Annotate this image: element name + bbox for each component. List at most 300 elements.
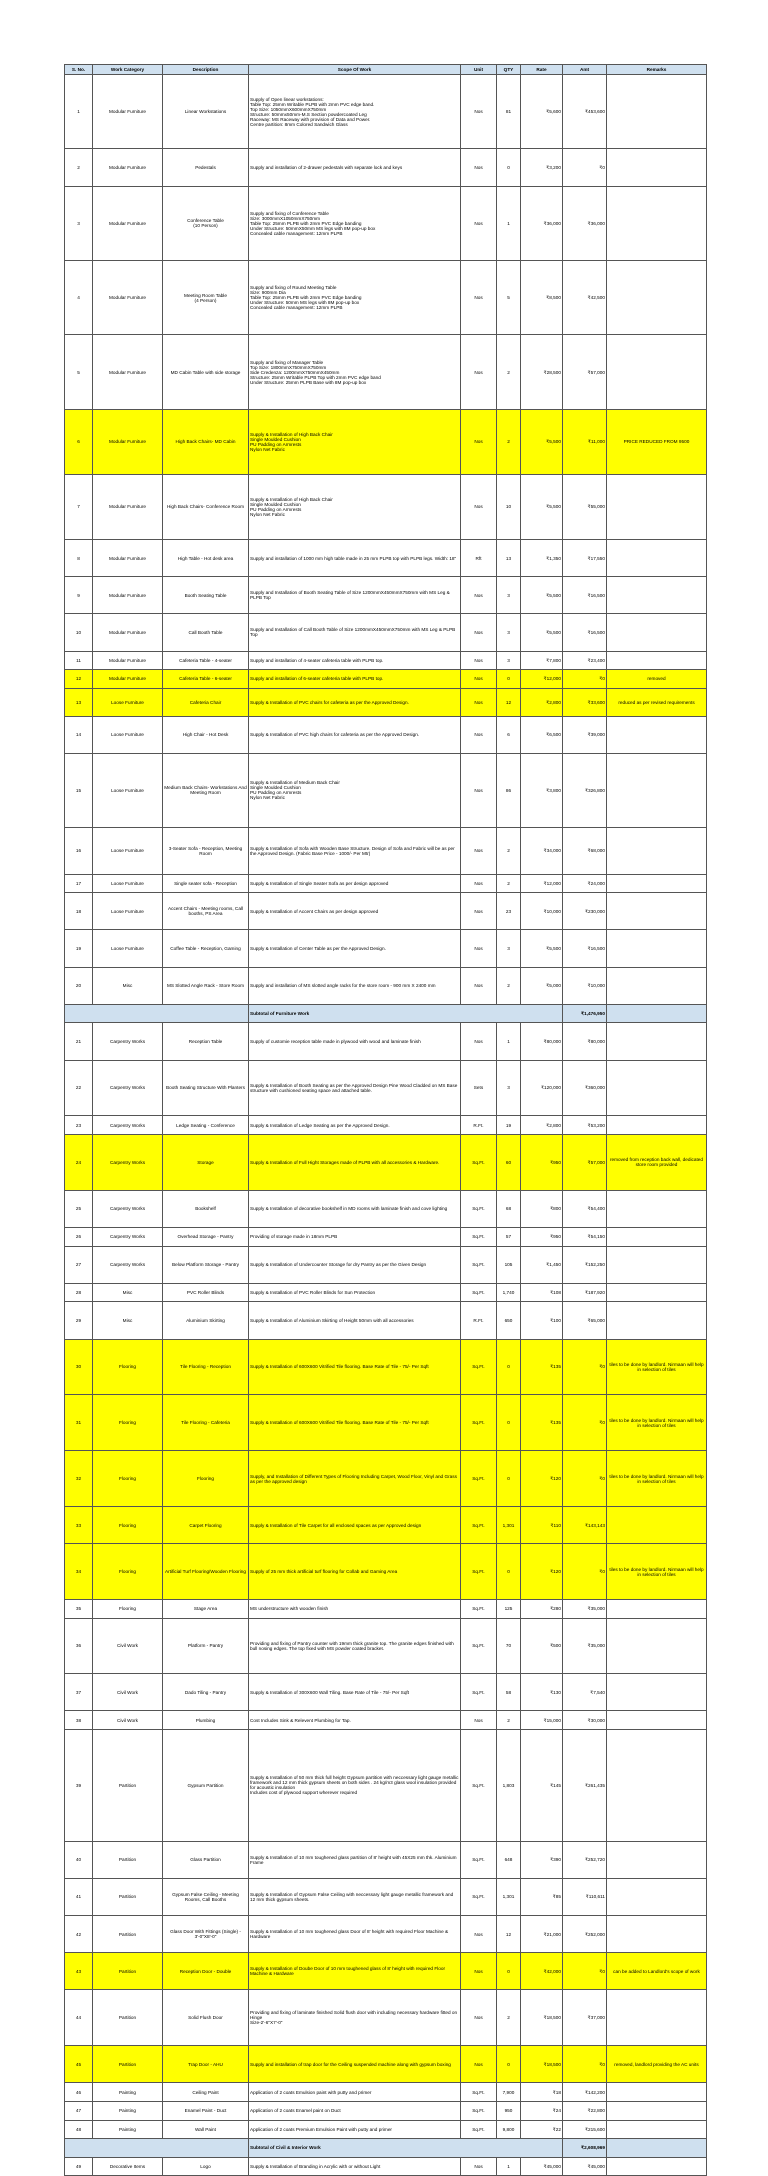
cell-amt: ₹16,500 — [563, 577, 607, 614]
cell-sno: 48 — [65, 2120, 93, 2139]
cell-category: Modular Furniture — [93, 149, 163, 186]
cell-qty: 1 — [497, 186, 521, 260]
cell-scope: Supply & Installation of Center Table as per the Approved Design. — [249, 930, 461, 967]
cell-scope: Supply of Open linear workstations: Table Top: 25mm Writable PLPB with 2mm PVC edge band. Top Size: 1050mmX600mmX750mm Structure: 50mmx50mm-M.S Section powdercoated Leg Raceway: MS Raceway with provision of Data and Power. Centre partition: 8mm Colored Sandwich Glass — [249, 75, 461, 149]
cell-amt: ₹143,143 — [563, 1506, 607, 1543]
cell-scope: Supply, and Installation of Different Types of Flooring Including Carpet, Wood Floor, Vinyl and Grass as per the approved design — [249, 1451, 461, 1507]
cell-rate: ₹2,800 — [521, 1116, 563, 1135]
cell-sno: 8 — [65, 539, 93, 576]
cell-sno: 21 — [65, 1023, 93, 1060]
cell-category: Partition — [93, 1730, 163, 1842]
col-header-rate: Rate — [521, 65, 563, 75]
cell-amt: ₹55,000 — [563, 474, 607, 539]
cell-qty: 58 — [497, 1674, 521, 1711]
cell-sno: 2 — [65, 149, 93, 186]
cell-unit: Nos — [461, 967, 497, 1004]
table-row — [65, 1302, 707, 1339]
subtotal-amount: ₹1,476,950 — [563, 1004, 607, 1023]
cell-sno: 19 — [65, 930, 93, 967]
cell-category: Misc — [93, 967, 163, 1004]
cell-scope: Supply & Installation of Full Hight Storages made of PLPB with all accessories & Hardware. — [249, 1134, 461, 1190]
cell-amt: ₹37,000 — [563, 1990, 607, 2046]
cell-unit: Nos — [461, 186, 497, 260]
cell-qty: 105 — [497, 1246, 521, 1283]
cell-scope: MS understructure with wooden finish — [249, 1599, 461, 1618]
cell-amt: ₹326,800 — [563, 753, 607, 827]
cell-scope: Supply and fixing of Manager Table Top Size: 1800mmX750mmX750mm Side Credenza: 1200mmX750mmX450mm Structure: 25mm Writable PLPB Top with 2mm PVC edge band Under Structure: 25mm PLPB Base with 8M pop-up box — [249, 335, 461, 409]
cell-qty: 81 — [497, 75, 521, 149]
cell-remarks — [607, 651, 707, 670]
cell-remarks — [607, 1023, 707, 1060]
cell-scope: Providing of storage made in 18mm PLPB — [249, 1227, 461, 1246]
cell-unit: Sets — [461, 1060, 497, 1116]
cell-remarks — [607, 474, 707, 539]
cell-amt: ₹42,500 — [563, 260, 607, 334]
cell-unit: Nos — [461, 2046, 497, 2083]
cell-amt: ₹23,400 — [563, 651, 607, 670]
cell-remarks — [607, 1302, 707, 1339]
cell-rate: ₹390 — [521, 1841, 563, 1878]
cell-category: Carpentry Works — [93, 1116, 163, 1135]
cell-rate: ₹500 — [521, 1618, 563, 1674]
cell-unit: Sq.Ft. — [461, 1339, 497, 1395]
cell-sno: 43 — [65, 1953, 93, 1990]
cell-unit: Rft — [461, 539, 497, 576]
table-row — [65, 1116, 707, 1135]
cell-unit: Nos — [461, 75, 497, 149]
cell-remarks — [607, 1878, 707, 1915]
cell-amt: ₹7,540 — [563, 1674, 607, 1711]
cell-remarks — [607, 1730, 707, 1842]
cell-category: Loose Furniture — [93, 893, 163, 930]
table-row — [65, 688, 707, 716]
cell-description: Cafeteria Chair — [163, 688, 249, 716]
cell-rate: ₹120 — [521, 1451, 563, 1507]
table-row — [65, 474, 707, 539]
cell-amt: ₹187,920 — [563, 1283, 607, 1302]
cell-description: PVC Roller Blinds — [163, 1283, 249, 1302]
cell-sno: 46 — [65, 2083, 93, 2102]
table-row — [65, 1674, 707, 1711]
cell-qty: 9,800 — [497, 2120, 521, 2139]
table-row — [65, 1246, 707, 1283]
cell-description: Platform - Pantry — [163, 1618, 249, 1674]
table-row — [65, 1023, 707, 1060]
cell-description: Artificial Turf Flooring/Wooden Flooring — [163, 1544, 249, 1600]
cell-category: Modular Furniture — [93, 335, 163, 409]
cell-rate: ₹22 — [521, 2120, 563, 2139]
cell-category: Flooring — [93, 1395, 163, 1451]
cell-qty: 125 — [497, 1599, 521, 1618]
cell-qty: 1,301 — [497, 1506, 521, 1543]
cell-rate: ₹135 — [521, 1339, 563, 1395]
cell-category: Modular Furniture — [93, 539, 163, 576]
cell-scope: Supply & Installation of Accent Chairs as per design approved — [249, 893, 461, 930]
cell-qty: 2 — [497, 967, 521, 1004]
cell-unit: Nos — [461, 688, 497, 716]
cell-amt: ₹22,800 — [563, 2102, 607, 2121]
cell-qty: 0 — [497, 1451, 521, 1507]
cell-category: Flooring — [93, 1451, 163, 1507]
cell-sno: 49 — [65, 2157, 93, 2176]
cell-category: Loose Furniture — [93, 716, 163, 753]
cell-sno: 27 — [65, 1246, 93, 1283]
cell-description: Medium Back Chairs- Workstations And Meeting Room — [163, 753, 249, 827]
cell-sno: 47 — [65, 2102, 93, 2121]
cell-qty: 7,900 — [497, 2083, 521, 2102]
cell-sno: 6 — [65, 409, 93, 474]
cell-sno: 23 — [65, 1116, 93, 1135]
cell-rate: ₹1,450 — [521, 1246, 563, 1283]
cell-amt: ₹0 — [563, 2046, 607, 2083]
cell-remarks — [607, 1990, 707, 2046]
cell-sno: 36 — [65, 1618, 93, 1674]
cell-scope: Supply & Installation of 300X600 Wall Tiling. Base Rate of Tile - 75/- Per Sqft — [249, 1674, 461, 1711]
header-row — [65, 65, 707, 75]
table-row — [65, 1990, 707, 2046]
cell-description: Call Booth Table — [163, 614, 249, 651]
cell-remarks — [607, 577, 707, 614]
cell-category: Flooring — [93, 1339, 163, 1395]
cell-description: Cafeteria Table - 6-seater — [163, 670, 249, 689]
table-row — [65, 149, 707, 186]
cell-category: Partition — [93, 1841, 163, 1878]
cell-remarks — [607, 1116, 707, 1135]
cell-description: Logo — [163, 2157, 249, 2176]
col-header-unit: Unit — [461, 65, 497, 75]
cell-qty: 1 — [497, 2157, 521, 2176]
cell-rate: ₹8,500 — [521, 260, 563, 334]
cell-sno: 28 — [65, 1283, 93, 1302]
cell-rate: ₹5,500 — [521, 577, 563, 614]
cell-amt: ₹110,611 — [563, 1878, 607, 1915]
cell-amt: ₹68,000 — [563, 828, 607, 875]
cell-unit: Sq.Ft. — [461, 1451, 497, 1507]
table-row — [65, 828, 707, 875]
cell-category: Modular Furniture — [93, 577, 163, 614]
cell-sno: 25 — [65, 1190, 93, 1227]
cell-unit: R.Ft. — [461, 1116, 497, 1135]
cell-unit: Nos — [461, 614, 497, 651]
cell-unit: Nos — [461, 2157, 497, 2176]
cell-description: High Chair - Hot Desk — [163, 716, 249, 753]
cell-unit: Nos — [461, 1990, 497, 2046]
cell-scope: Supply & Installation of decorative bookshelf in MD rooms with laminate finish and cove lighting — [249, 1190, 461, 1227]
cell-remarks — [607, 893, 707, 930]
cell-sno: 45 — [65, 2046, 93, 2083]
subtotal-label: Subtotal of Civil & Interior Work — [249, 2139, 563, 2158]
cell-remarks — [607, 1506, 707, 1543]
cell-sno: 10 — [65, 614, 93, 651]
cell-remarks — [607, 2120, 707, 2139]
cell-amt: ₹261,435 — [563, 1730, 607, 1842]
cell-description: Trap Door - AHU — [163, 2046, 249, 2083]
cell-rate: ₹45,000 — [521, 2157, 563, 2176]
cell-amt: ₹0 — [563, 1339, 607, 1395]
cell-remarks — [607, 1227, 707, 1246]
cell-description: Glass Partition — [163, 1841, 249, 1878]
cell-sno: 20 — [65, 967, 93, 1004]
cell-amt: ₹57,000 — [563, 335, 607, 409]
cell-amt: ₹36,000 — [563, 186, 607, 260]
cell-scope: Supply and Installation of Call Booth Table of Size 1200mmX450mmX750mm with MS Leg & PLPB Top — [249, 614, 461, 651]
cell-unit: Sq.Ft. — [461, 2083, 497, 2102]
cell-qty: 950 — [497, 2102, 521, 2121]
cell-qty: 3 — [497, 577, 521, 614]
cell-scope: Supply & Installation of 10 mm toughened glass partition of 8' height with 45X25 mm thk. Aluminium Frame — [249, 1841, 461, 1878]
cell-category: Modular Furniture — [93, 260, 163, 334]
cell-description: Reception Table — [163, 1023, 249, 1060]
cell-description: MD Cabin Table with side storage — [163, 335, 249, 409]
cell-amt: ₹53,200 — [563, 1116, 607, 1135]
cell-sno: 16 — [65, 828, 93, 875]
cell-amt: ₹0 — [563, 1395, 607, 1451]
cell-description: Flooring — [163, 1451, 249, 1507]
table-row — [65, 716, 707, 753]
cell-scope: Supply and installation of 6-seater cafeteria table with PLPB top. — [249, 670, 461, 689]
cell-category: Partition — [93, 2046, 163, 2083]
cell-qty: 3 — [497, 651, 521, 670]
cell-rate: ₹24 — [521, 2102, 563, 2121]
cell-category: Modular Furniture — [93, 186, 163, 260]
table-row — [65, 260, 707, 334]
cell-remarks: PRICE REDUCED FROM 9500 — [607, 409, 707, 474]
subtotal-remarks — [607, 1004, 707, 1023]
cell-rate: ₹7,800 — [521, 651, 563, 670]
cell-description: Ledge Seating - Conference — [163, 1116, 249, 1135]
table-row — [65, 670, 707, 689]
cell-qty: 0 — [497, 1395, 521, 1451]
cell-sno: 33 — [65, 1506, 93, 1543]
cell-unit: R.Ft. — [461, 1302, 497, 1339]
cell-scope: Supply & Installation of PVC chairs for cafeteria as per the Approved Design. — [249, 688, 461, 716]
cell-amt: ₹33,600 — [563, 688, 607, 716]
cell-qty: 13 — [497, 539, 521, 576]
cell-qty: 2 — [497, 874, 521, 893]
cell-description: Below Platform Storage - Pantry — [163, 1246, 249, 1283]
cell-unit: Sq.Ft. — [461, 1395, 497, 1451]
cell-category: Civil Work — [93, 1711, 163, 1730]
cell-remarks — [607, 2083, 707, 2102]
cell-rate: ₹28,500 — [521, 335, 563, 409]
cell-amt: ₹0 — [563, 1953, 607, 1990]
cell-remarks — [607, 1060, 707, 1116]
table-row — [65, 1506, 707, 1543]
table-row — [65, 335, 707, 409]
cell-unit: Sq.Ft. — [461, 2102, 497, 2121]
cell-category: Painting — [93, 2102, 163, 2121]
cell-category: Modular Furniture — [93, 75, 163, 149]
cell-qty: 60 — [497, 1134, 521, 1190]
cell-qty: 3 — [497, 614, 521, 651]
cell-qty: 2 — [497, 1711, 521, 1730]
cell-unit: Nos — [461, 409, 497, 474]
cell-amt: ₹0 — [563, 149, 607, 186]
subtotal-label: Subtotal of Furniture Work — [249, 1004, 563, 1023]
cell-qty: 6 — [497, 716, 521, 753]
cell-sno: 26 — [65, 1227, 93, 1246]
cell-qty: 0 — [497, 1339, 521, 1395]
cell-qty: 2 — [497, 828, 521, 875]
table-row — [65, 1227, 707, 1246]
cell-rate: ₹12,000 — [521, 670, 563, 689]
cell-qty: 1,301 — [497, 1878, 521, 1915]
cell-scope: Supply and installation of MS slotted angle racks for the store room - 900 mm X 2400 mm — [249, 967, 461, 1004]
cell-description: MS Slotted Angle Rack - Store Room — [163, 967, 249, 1004]
table-row — [65, 1283, 707, 1302]
table-row — [65, 577, 707, 614]
cell-amt: ₹0 — [563, 670, 607, 689]
cell-unit: Sq.Ft. — [461, 1506, 497, 1543]
cell-amt: ₹35,000 — [563, 1618, 607, 1674]
cell-sno: 42 — [65, 1916, 93, 1953]
cell-unit: Sq.Ft. — [461, 1134, 497, 1190]
cell-sno: 3 — [65, 186, 93, 260]
cell-rate: ₹3,800 — [521, 753, 563, 827]
cell-rate: ₹21,000 — [521, 1916, 563, 1953]
cell-description: Bookshelf — [163, 1190, 249, 1227]
cell-qty: 10 — [497, 474, 521, 539]
cell-sno: 12 — [65, 670, 93, 689]
cell-description: High Back Chairs- MD Cabin — [163, 409, 249, 474]
cell-sno: 30 — [65, 1339, 93, 1395]
cell-category: Loose Furniture — [93, 828, 163, 875]
cell-amt: ₹16,500 — [563, 614, 607, 651]
cell-remarks — [607, 75, 707, 149]
cell-rate: ₹15,000 — [521, 1711, 563, 1730]
cell-scope: Supply and installation of 1000 mm high table made in 25 mm PLPB top with PLPB legs. Width: 18" — [249, 539, 461, 576]
cell-unit: Sq.Ft. — [461, 1618, 497, 1674]
cell-unit: Nos — [461, 670, 497, 689]
table-row — [65, 874, 707, 893]
table-row — [65, 1916, 707, 1953]
cell-description: Accent Chairs - Meeting rooms, Call booths, PS Area — [163, 893, 249, 930]
cell-remarks — [607, 1711, 707, 1730]
cell-unit: Nos — [461, 149, 497, 186]
cell-unit: Sq.Ft. — [461, 2120, 497, 2139]
table-row — [65, 1878, 707, 1915]
cell-unit: Sq.Ft. — [461, 1283, 497, 1302]
cell-category: Carpentry Works — [93, 1246, 163, 1283]
cell-description: Ceiling Paint — [163, 2083, 249, 2102]
cell-amt: ₹252,720 — [563, 1841, 607, 1878]
cell-remarks: can be added to Landlord's scope of work — [607, 1953, 707, 1990]
cell-unit: Sq.Ft. — [461, 1246, 497, 1283]
subtotal-spacer — [65, 1004, 249, 1023]
cell-remarks — [607, 1283, 707, 1302]
cell-category: Misc — [93, 1302, 163, 1339]
table-row — [65, 614, 707, 651]
cell-rate: ₹5,500 — [521, 930, 563, 967]
cell-scope: Supply & Installation of Medium Back Chair Single Moulded Cushion PU Padding on Armrests Nylon Net Fabric — [249, 753, 461, 827]
cell-scope: Supply and Installation of Booth Seating Table of Size 1200mmX450mmX750mm with MS Leg & PLPB Top — [249, 577, 461, 614]
cell-scope: Supply & Installation of Tile Carpet for all enclosed spaces as per Approved design — [249, 1506, 461, 1543]
cell-sno: 1 — [65, 75, 93, 149]
cell-scope: Providing and fixing of Pantry counter with 19mm thick granite top. The granite edges finished with bull nosing edges. The top fixed with MS powder coated bracket. — [249, 1618, 461, 1674]
cell-description: Aluminium Skirting — [163, 1302, 249, 1339]
cell-description: Reception Door - Double — [163, 1953, 249, 1990]
cell-qty: 86 — [497, 753, 521, 827]
cell-remarks — [607, 1246, 707, 1283]
cell-category: Decorative Items — [93, 2157, 163, 2176]
cell-category: Misc — [93, 1283, 163, 1302]
cell-amt: ₹54,400 — [563, 1190, 607, 1227]
cell-remarks — [607, 967, 707, 1004]
cell-rate: ₹18,500 — [521, 1990, 563, 2046]
table-row — [65, 930, 707, 967]
cell-scope: Supply & Installation of Aluminium Skirting of Height 50mm with all accessories — [249, 1302, 461, 1339]
cell-remarks: tiles to be done by landlord. Nirmaan will help in selection of tiles — [607, 1339, 707, 1395]
cell-sno: 37 — [65, 1674, 93, 1711]
cell-unit: Nos — [461, 1916, 497, 1953]
cell-remarks: removed, landlord providing the AC units — [607, 2046, 707, 2083]
cell-category: Flooring — [93, 1599, 163, 1618]
subtotal-row — [65, 2139, 707, 2158]
cell-scope: Supply & Installation of Booth Seating as per the Approved Design Pine Wood Cladded on MS Base structure with cushioned seating space and attached table. — [249, 1060, 461, 1116]
table-row — [65, 1618, 707, 1674]
cell-scope: Supply & Installation of 50 mm thick full height Gypsum partition with neccessary light gauge metallic framework and 12 mm thick gypsum sheets on both sides . 24 kg/m3 glass wool insulation provided for acoustic insulation Includes cost of plywood support wherever required — [249, 1730, 461, 1842]
cell-unit: Nos — [461, 260, 497, 334]
table-row — [65, 2102, 707, 2121]
cell-remarks: tiles to be done by landlord. Nirmaan will help in selection of tiles — [607, 1451, 707, 1507]
cell-category: Flooring — [93, 1506, 163, 1543]
cell-amt: ₹0 — [563, 1451, 607, 1507]
cell-sno: 7 — [65, 474, 93, 539]
cell-rate: ₹34,000 — [521, 828, 563, 875]
cell-description: High Back Chairs- Conference Room — [163, 474, 249, 539]
cell-remarks: tiles to be done by landlord. Nirmaan will help in selection of tiles — [607, 1544, 707, 1600]
cell-remarks: removed — [607, 670, 707, 689]
cell-scope: Supply & Installation of PVC Roller Blinds for Sun Protection — [249, 1283, 461, 1302]
cell-qty: 2 — [497, 409, 521, 474]
cell-unit: Nos — [461, 335, 497, 409]
cell-scope: Providing and fixing of laminate finished Solid flush door with including necessary hardware fitted on Hinge Size-2'-6"X7'-0" — [249, 1990, 461, 2046]
cell-scope: Supply & Installation of Single Seater Sofa as per design approved — [249, 874, 461, 893]
cell-remarks: tiles to be done by landlord. Nirmaan will help in selection of tiles — [607, 1395, 707, 1451]
cell-sno: 9 — [65, 577, 93, 614]
cell-amt: ₹142,200 — [563, 2083, 607, 2102]
cell-qty: 648 — [497, 1841, 521, 1878]
cell-scope: Supply & Installation of Gypsum False Ceiling with neccessary light gauge metallic framework and 12 mm thick gypsum sheets. — [249, 1878, 461, 1915]
cell-qty: 70 — [497, 1618, 521, 1674]
cell-unit: Sq.Ft. — [461, 1841, 497, 1878]
table-row — [65, 1599, 707, 1618]
cell-rate: ₹108 — [521, 1283, 563, 1302]
cell-sno: 39 — [65, 1730, 93, 1842]
cell-qty: 0 — [497, 1953, 521, 1990]
cell-unit: Nos — [461, 474, 497, 539]
cell-category: Flooring — [93, 1544, 163, 1600]
table-row — [65, 2083, 707, 2102]
table-row — [65, 2157, 707, 2176]
cell-remarks — [607, 2102, 707, 2121]
cell-category: Modular Furniture — [93, 474, 163, 539]
cell-qty: 1,740 — [497, 1283, 521, 1302]
cell-remarks — [607, 930, 707, 967]
cell-sno: 15 — [65, 753, 93, 827]
cell-category: Partition — [93, 1990, 163, 2046]
cell-rate: ₹80,000 — [521, 1023, 563, 1060]
cell-qty: 5 — [497, 260, 521, 334]
cell-sno: 32 — [65, 1451, 93, 1507]
cell-scope: Supply & Installation of High Back Chair Single Moulded Cushion PU Padding on Armrests Nylon Net Fabric — [249, 474, 461, 539]
cell-rate: ₹5,500 — [521, 409, 563, 474]
cell-category: Painting — [93, 2083, 163, 2102]
cell-category: Carpentry Works — [93, 1134, 163, 1190]
cell-scope: Application of 2 coats Premium Emulsion Paint with putty and primer — [249, 2120, 461, 2139]
cell-rate: ₹36,000 — [521, 186, 563, 260]
cell-amt: ₹10,000 — [563, 967, 607, 1004]
